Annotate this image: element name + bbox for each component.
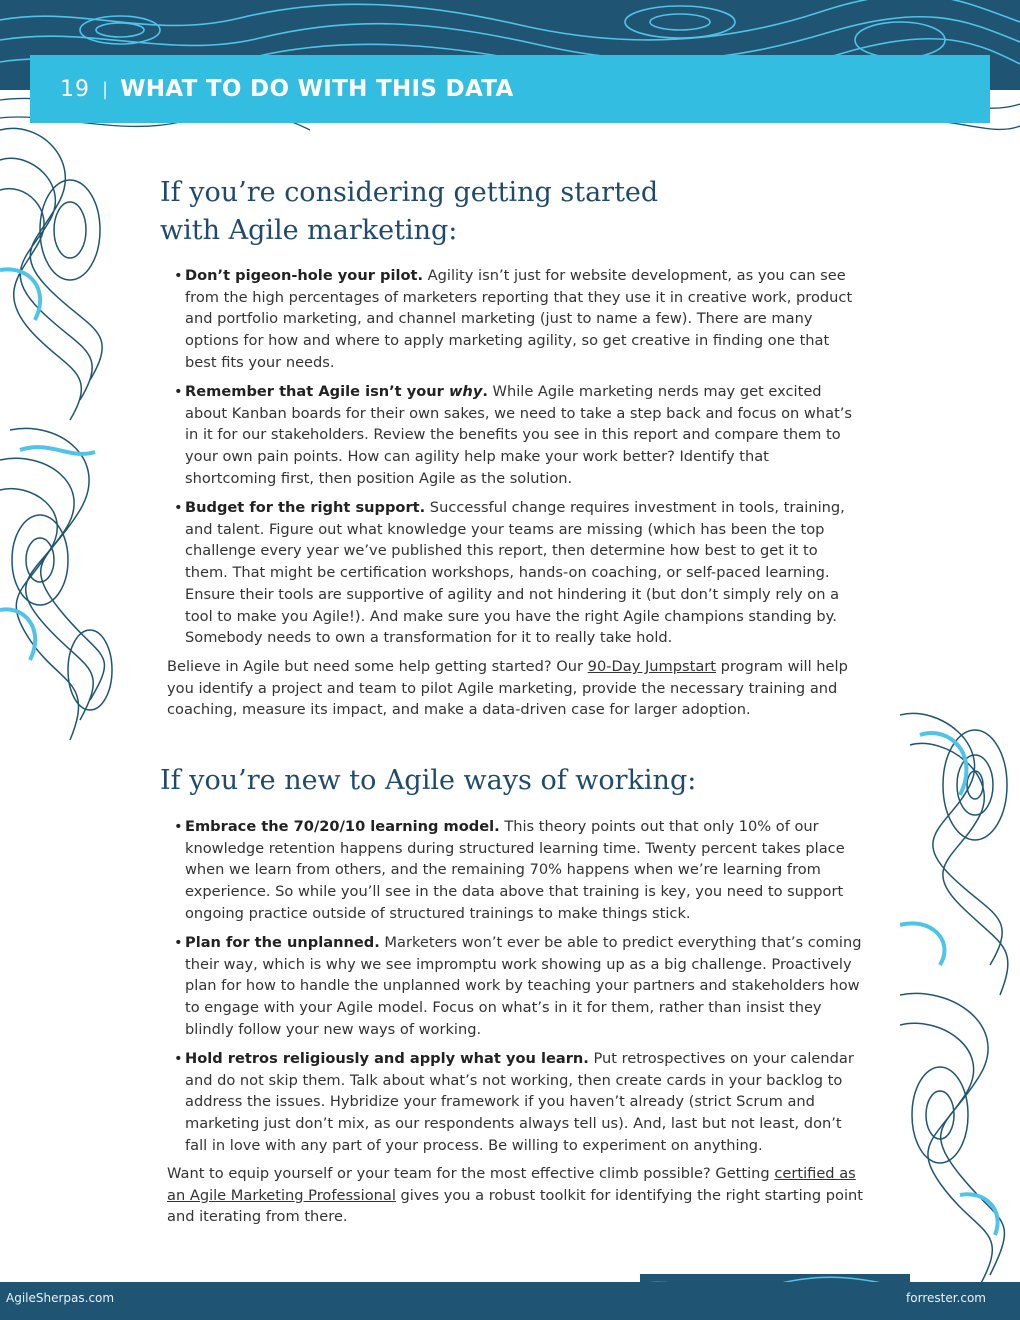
section2-closing-paragraph: Want to equip yourself or your team for the most effective climb possible? Getting certified as an Agile Marketing Professional gives you a robust toolkit for identifying the right starting point and iterating from there.	[167, 1165, 864, 1226]
list-item	[174, 932, 864, 1041]
bullet-lead: Remember that Agile isn’t your why.	[185, 383, 488, 401]
bullet-lead: Embrace the 70/20/10 learning model.	[185, 818, 500, 835]
section2-bullet-list	[174, 816, 864, 1164]
section1-closing-paragraph: Believe in Agile but need some help getting started? Our 90-Day Jumpstart program will help you identify a project and team to pilot Agile marketing, provide the necessary training and coaching, measure its impact, and make a data-driven case for larger adoption.	[167, 658, 848, 719]
header-separator: |	[102, 78, 109, 100]
bullet-text: Successful change requires investment in tools, training, and talent. Figure out what knowledge your teams are missing (which has been the top challenge every year we’ve published this report, then determine how best to get it to them. That might be certification workshops, hands-on coaching, or self-paced learning. Ensure their tools are supportive of agility and not hindering it (but don’t simply rely on a tool to make you Agile!). And make sure you have the right Agile champions standing by. Somebody needs to own a transformation for it to really take hold.	[185, 499, 845, 647]
bullet-lead: Budget for the right support.	[185, 499, 426, 517]
bullet-lead: Don’t pigeon-hole your pilot.	[185, 267, 423, 284]
bullet-text: Agility isn’t just for website development, as you can see from the high percentages of marketers reporting that they use it in creative work, product and portfolio marketing, and channel marketing (just to name a few). There are many options for how and where to apply marketing agility, so get creative in finding one that best fits your needs.	[185, 267, 853, 371]
content-panel	[122, 142, 900, 1274]
certification-link[interactable]: certified as an Agile Marketing Professional	[167, 1165, 856, 1204]
emphasis: why	[448, 383, 483, 401]
bullet-text: Marketers won’t ever be able to predict everything that’s coming their way, which is why we see impromptu work showing up as a big challenge. Proactively plan for how to handle the unplanned work by teaching your partners and stakeholders how to engage with your Agile model. Focus on what’s in it for them, rather than insist they blindly follow your new ways of working.	[185, 934, 862, 1038]
bullet-text: This theory points out that only 10% of our knowledge retention happens during structured learning time. Twenty percent takes place when we learn from others, and the remaining 70% happens when we’re learning from experience. So while you’ll see in the data above that training is key, you need to support ongoing practice outside of structured trainings to make things stick.	[185, 818, 845, 922]
list-item	[174, 816, 864, 925]
topographic-pattern-right	[900, 695, 1020, 1285]
list-item	[174, 265, 864, 374]
bullet-lead: Hold retros religiously and apply what you learn.	[185, 1050, 589, 1068]
section1-bullet-list	[174, 265, 864, 656]
footer-agilesherpas-link[interactable]: AgileSherpas.com	[6, 1291, 115, 1305]
footer-forrester-link[interactable]: forrester.com	[906, 1291, 986, 1305]
bullet-lead: Plan for the unplanned.	[185, 934, 380, 952]
section-title: WHAT TO DO WITH THIS DATA	[120, 76, 514, 102]
topographic-pattern-left	[0, 90, 122, 770]
section1-heading: If you’re considering getting started with Agile marketing:	[160, 177, 659, 246]
list-item	[174, 497, 864, 649]
page-number: 19	[60, 76, 90, 102]
bullet-text: Put retrospectives on your calendar and do not skip them. Talk about what’s not working, then create cards in your backlog to address the issues. Hybridize your framework if you haven’t already (strict Scrum and marketing just don’t mix, as our respondents always tell us). And, last but not least, don’t fall in love with any part of your process. Be willing to experiment on anything.	[185, 1050, 854, 1154]
list-item	[174, 1048, 864, 1157]
list-item	[174, 381, 864, 490]
section2-heading: If you’re new to Agile ways of working:	[160, 765, 697, 796]
page-footer	[0, 1282, 1020, 1320]
section-header-bar	[30, 55, 990, 123]
bullet-text: While Agile marketing nerds may get excited about Kanban boards for their own sakes, we need to take a step back and focus on what’s in it for our stakeholders. Review the benefits you see in this report and compare them to your own pain points. How can agility help make your work better? Identify that shortcoming first, then position Agile as the solution.	[185, 383, 853, 487]
jumpstart-link[interactable]: 90-Day Jumpstart	[587, 658, 716, 675]
